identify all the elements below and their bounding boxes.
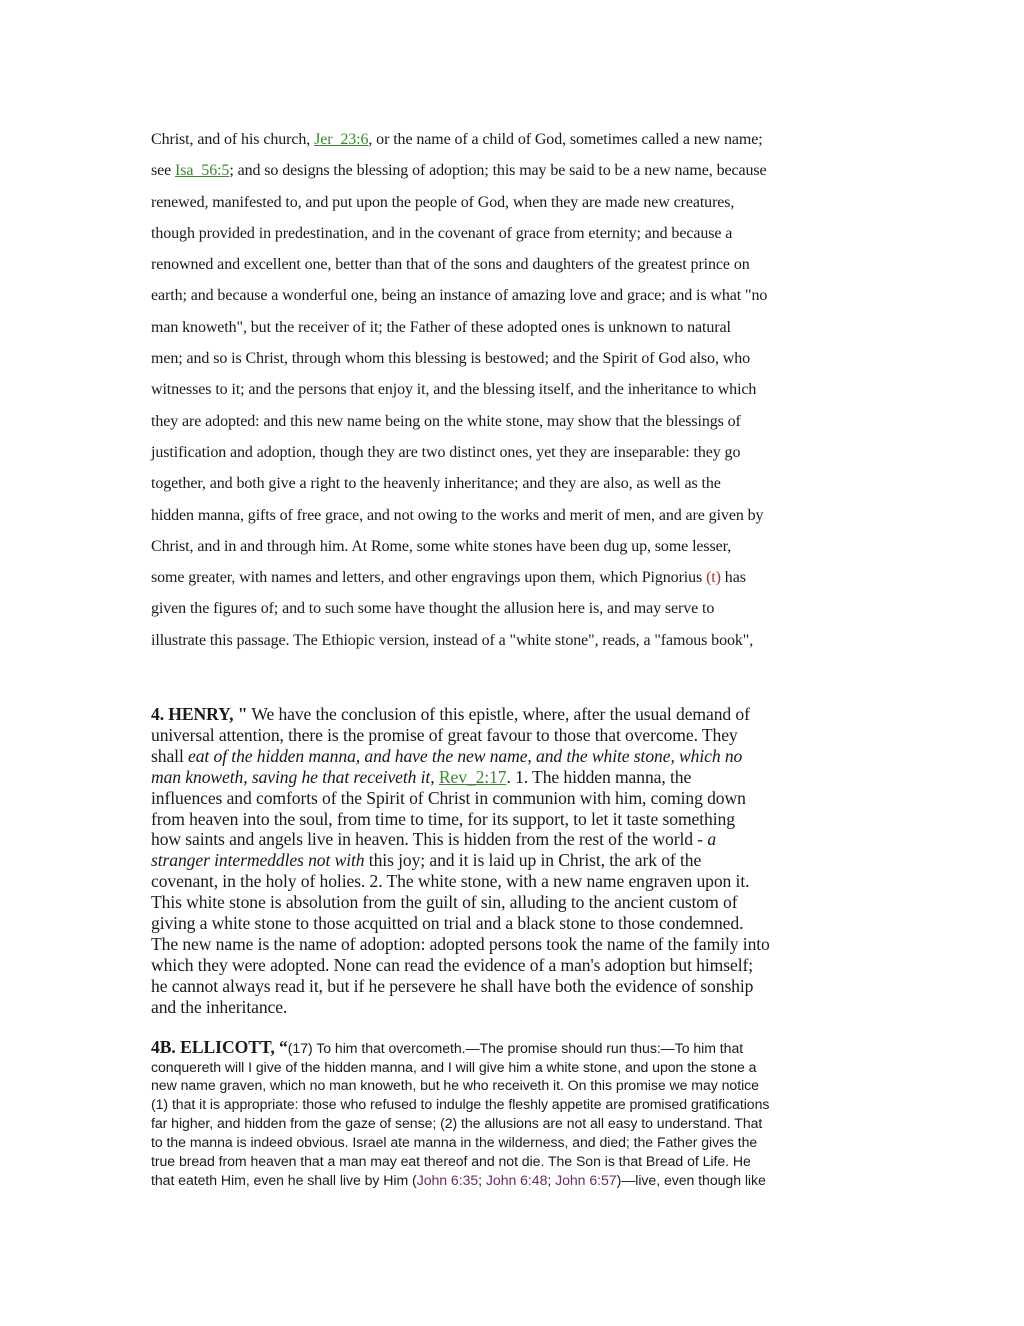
gill-commentary-continuation [151,124,876,656]
text-line: though provided in predestination, and in the covenant of grace from eternity; and because a [151,224,733,242]
text-line: covenant, in the holy of holies. 2. The white stone, with a new name engraven upon it. [151,871,750,892]
text-line: Christ, and of his church, Jer_23:6, or the name of a child of God, sometimes called a new name; [151,131,763,148]
text-line: 4B. ELLICOTT, “(17) To him that overcometh.—The promise should run thus:—To him that [151,1036,744,1057]
scripture-link-jer-23-6[interactable]: Jer_23:6 [314,131,369,148]
scripture-link-john-6-35[interactable]: John 6:35 [416,1171,479,1188]
text-line: far higher, and hidden from the gaze of sense; (2) the allusions are not all easy to understand. That [151,1115,763,1132]
henry-commentary [151,704,876,1018]
text-line: stranger intermeddles not with this joy; and it is laid up in Christ, the ark of the [151,850,702,871]
footnote-ref-t[interactable]: (t) [706,569,721,587]
text-line: shall eat of the hidden manna, and have the new name, and the white stone, which no [151,745,743,766]
text-line: man knoweth, saving he that receiveth it, Rev_2:17. 1. The hidden manna, the [151,766,692,787]
text-line: man knoweth", but the receiver of it; the Father of these adopted ones is unknown to natural [151,318,731,336]
scripture-link-isa-56-5[interactable]: Isa_56:5 [175,162,230,180]
text-line: illustrate this passage. The Ethiopic version, instead of a "white stone", reads, a "famous book", [151,631,754,649]
text-line: see Isa_56:5; and so designs the blessing of adoption; this may be said to be a new name, because [151,162,767,180]
text-line: renowned and excellent one, better than that of the sons and daughters of the greatest prince on [151,256,750,274]
text-line: conquereth will I give of the hidden manna, and I will give him a white stone, and upon the stone a [151,1058,757,1075]
text-line: justification and adoption, though they are two distinct ones, yet they are inseparable: they go [151,443,741,461]
text-line: (1) that it is appropriate: those who refused to indulge the fleshly appetite are promised gratifications [151,1096,770,1113]
text-line: influences and comforts of the Spirit of Christ in communion with him, coming down [151,787,746,808]
scripture-link-rev-2-17[interactable]: Rev_2:17 [438,766,507,787]
text-line: together, and both give a right to the heavenly inheritance; and they are also, as well as the [151,475,721,493]
text-line: given the figures of; and to such some have thought the allusion here is, and may serve to [151,600,715,618]
text-line: that eateth Him, even he shall live by Him (John 6:35; John 6:48; John 6:57)—live, even though like [151,1171,766,1188]
section-heading-henry: 4. HENRY, " [151,704,248,725]
text-line: they are adopted: and this new name being on the white stone, may show that the blessings of [151,412,741,430]
text-line: which they were adopted. None can read the evidence of a man's adoption but himself; [151,954,754,975]
text-line: This white stone is absolution from the guilt of sin, alluding to the ancient custom of [151,892,738,913]
text-line: Christ, and in and through him. At Rome, some white stones have been dug up, some lesser, [151,537,732,555]
text-line: true bread from heaven that a man may eat thereof and not die. The Son is that Bread of Life. He [151,1153,751,1170]
text-line: new name graven, which no man knoweth, but he who receiveth it. On this promise we may notice [151,1077,759,1094]
text-line: and the inheritance. [151,996,288,1017]
text-line: hidden manna, gifts of free grace, and not owing to the works and merit of men, and are given by [151,506,764,524]
text-line: from heaven into the soul, from time to time, for its support, to let it taste something [151,808,735,829]
text-line: The new name is the name of adoption: adopted persons took the name of the family into [151,934,770,955]
text-line: 4. HENRY, " We have the conclusion of this epistle, where, after the usual demand of [151,704,750,725]
scripture-link-john-6-48[interactable]: John 6:48 [485,1171,548,1188]
text-line: earth; and because a wonderful one, being an instance of amazing love and grace; and is what "no [151,287,768,305]
text-line: some greater, with names and letters, and other engravings upon them, which Pignorius (t) has [151,569,746,587]
text-line: giving a white stone to those acquitted on trial and a black stone to those condemned. [151,913,744,934]
text-line: he cannot always read it, but if he persevere he shall have both the evidence of sonship [151,975,754,996]
section-heading-ellicott: 4B. ELLICOTT, “ [151,1036,288,1057]
text-line: how saints and angels live in heaven. This is hidden from the rest of the world - a [151,829,717,850]
scripture-link-john-6-57[interactable]: John 6:57 [555,1171,617,1188]
text-line: men; and so is Christ, through whom this blessing is bestowed; and the Spirit of God also, who [151,350,751,368]
document-page [151,124,876,1190]
text-line: witnesses to it; and the persons that enjoy it, and the blessing itself, and the inheritance to which [151,381,757,399]
text-line: to the manna is indeed obvious. Israel ate manna in the wilderness, and died; the Father gives the [151,1134,758,1151]
text-line: universal attention, there is the promise of great favour to those that overcome. They [151,724,738,745]
text-line: renewed, manifested to, and put upon the people of God, when they are made new creatures, [151,193,735,211]
ellicott-commentary [151,1038,876,1190]
